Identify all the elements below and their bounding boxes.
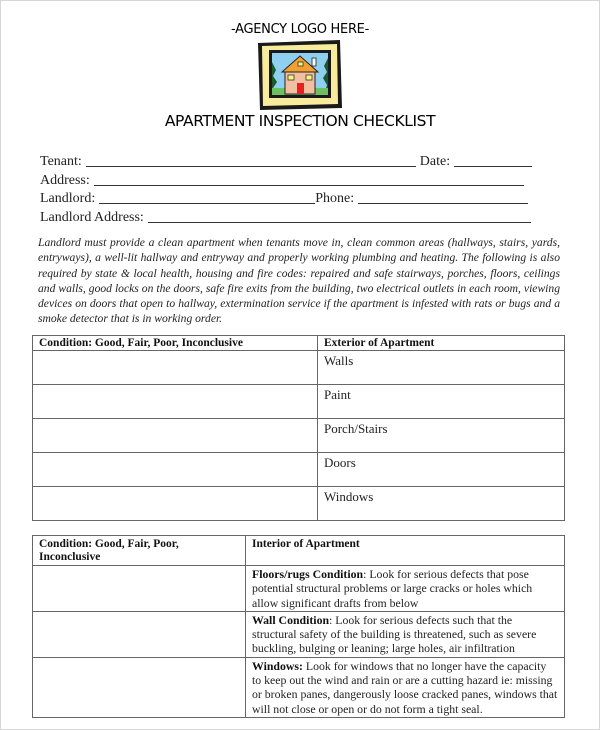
- table-row: [33, 611, 565, 657]
- table-row: [33, 453, 565, 487]
- table-row: [33, 351, 565, 385]
- condition-column-header: Condition: Good, Fair, Poor, Inconclusive: [33, 336, 318, 351]
- tenant-row: [40, 153, 540, 172]
- condition-cell[interactable]: [33, 351, 318, 385]
- table-header-row: [33, 536, 565, 566]
- phone-field[interactable]: [358, 191, 528, 204]
- table-row: [33, 657, 565, 717]
- landlord-row: [40, 190, 540, 209]
- exterior-column-header: Exterior of Apartment: [318, 336, 565, 351]
- condition-cell[interactable]: [33, 566, 246, 612]
- item-cell: Doors: [318, 453, 565, 487]
- condition-cell[interactable]: [33, 419, 318, 453]
- tenant-field[interactable]: [86, 154, 416, 167]
- date-label: Date:: [419, 154, 451, 169]
- landlord-address-label: Landlord Address:: [40, 209, 144, 225]
- condition-cell[interactable]: [33, 611, 246, 657]
- address-row: [40, 172, 540, 191]
- item-description: Look for windows that no longer have the capacity to keep out the wind and rain or are a cutting hazard ie: missing or broken panes, dangerously loose cracked panes, windows that will not close or open or do not form a tight seal.: [252, 658, 558, 716]
- agency-logo-placeholder: -AGENCY LOGO HERE-: [231, 22, 369, 37]
- phone-label: Phone:: [315, 191, 355, 206]
- item-title: Floors/rugs Condition: [252, 567, 364, 581]
- item-title: Wall Condition: [252, 612, 330, 627]
- condition-cell[interactable]: [33, 385, 318, 419]
- landlord-address-field[interactable]: [148, 210, 531, 223]
- house-picture-icon: [256, 40, 344, 110]
- table-row: [33, 419, 565, 453]
- date-field[interactable]: [454, 154, 532, 167]
- table-row: [33, 566, 565, 612]
- item-cell: [246, 657, 565, 717]
- exterior-checklist-table: [32, 335, 565, 521]
- condition-cell[interactable]: [33, 657, 246, 717]
- condition-cell[interactable]: [33, 453, 318, 487]
- item-cell: [246, 566, 565, 612]
- condition-cell[interactable]: [33, 487, 318, 521]
- tenant-info-fields: [40, 153, 540, 227]
- item-cell: Walls: [318, 351, 565, 385]
- item-cell: Paint: [318, 385, 565, 419]
- table-row: [33, 487, 565, 521]
- item-cell: Porch/Stairs: [318, 419, 565, 453]
- address-field[interactable]: [94, 173, 524, 186]
- table-header-row: [33, 336, 565, 351]
- item-description: : Look for serious defects such that the structural safety of the building is threatened, such as severe buckling, bulging or leaning; large holes, air infiltration: [252, 612, 537, 656]
- tenant-label: Tenant:: [40, 154, 82, 169]
- interior-column-header: Interior of Apartment: [246, 536, 565, 566]
- interior-checklist-table: [32, 535, 565, 718]
- condition-column-header: Condition: Good, Fair, Poor, Inconclusive: [33, 536, 246, 566]
- table-row: [33, 385, 565, 419]
- landlord-field[interactable]: [99, 191, 315, 204]
- page-title: APARTMENT INSPECTION CHECKLIST: [164, 112, 436, 130]
- item-title: Windows:: [252, 658, 303, 673]
- landlord-requirements-paragraph: Landlord must provide a clean apartment when tenants move in, clean common areas (hallways, stairs, yards, entryways), a well-lit hallway and entryway and properly working plumbing and heating. The following is also required by state & local health, housing and fire codes: repaired and safe stairways, porches, floors, ceilings and walls, good locks on the doors, safe fire exits from the building, two electrical outlets in each room, viewing devices on doors that open to hallway, extermination service if the apartment is infested with rats or bugs and a smoke detector that is in working order.: [38, 236, 560, 326]
- item-description: : Look for serious defects that pose potential structural problems or large cracks or holes which allow significant drafts from below: [252, 567, 533, 610]
- item-cell: [246, 611, 565, 657]
- item-cell: Windows: [318, 487, 565, 521]
- address-label: Address:: [40, 172, 90, 188]
- landlord-address-row: [40, 209, 540, 228]
- landlord-label: Landlord:: [40, 191, 96, 206]
